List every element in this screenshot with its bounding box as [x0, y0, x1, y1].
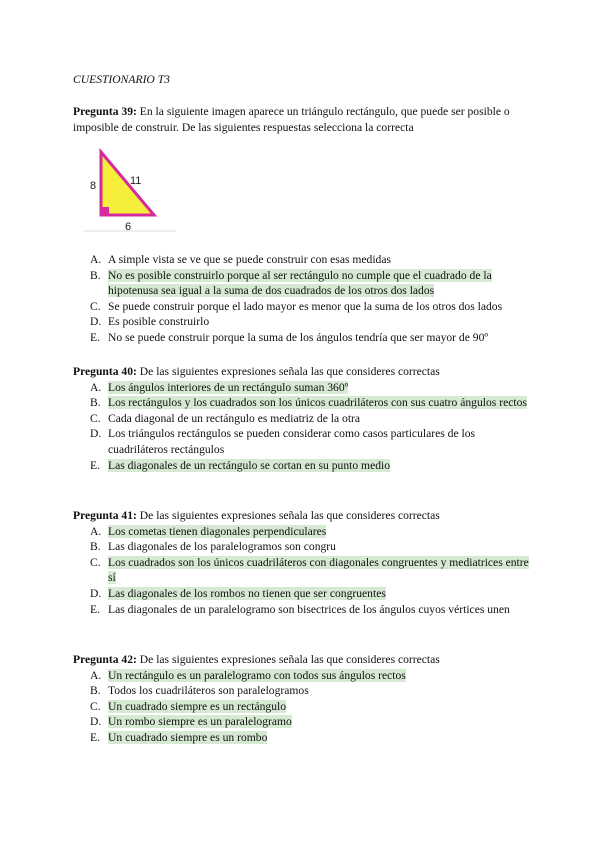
option-letter: D.: [90, 715, 102, 729]
option-text: Las diagonales de los rombos no tienen que ser congruentes: [108, 586, 386, 600]
option-c[interactable]: [73, 411, 536, 427]
option-d[interactable]: [73, 426, 536, 457]
option-text: Los triángulos rectángulos se pueden considerar como casos particulares de los cuadriláteros rectángulos: [108, 427, 476, 456]
triangle-figure: [82, 138, 178, 238]
option-text: No se puede construir porque la suma de los ángulos tendría que ser mayor de 90º: [108, 330, 488, 344]
option-text: No es posible construirlo porque al ser rectángulo no cumple que el cuadrado de la hipotenusa sea igual a la suma de dos cuadrados de los otros dos lados: [108, 268, 492, 298]
option-text: A simple vista se ve que se puede construir con esas medidas: [108, 253, 392, 266]
option-b[interactable]: [73, 395, 536, 411]
option-text: Todos los cuadriláteros son paralelogramos: [108, 684, 309, 698]
option-letter: A.: [90, 380, 102, 394]
option-e[interactable]: [73, 602, 536, 618]
question-label: Pregunta 40:: [73, 365, 137, 378]
option-text: Las diagonales de un paralelogramo son bisectrices de los ángulos cuyos vértices unen: [108, 602, 510, 616]
option-letter: A.: [90, 524, 102, 538]
option-c[interactable]: [73, 699, 536, 715]
document-heading: CUESTIONARIO T3: [73, 73, 170, 86]
option-list: [73, 668, 528, 746]
option-text: Un cuadrado siempre es un rombo: [108, 730, 268, 744]
option-text: Es posible construirlo: [108, 315, 210, 329]
option-letter: E.: [90, 602, 100, 616]
option-letter: D.: [90, 315, 102, 329]
option-c[interactable]: [73, 555, 536, 586]
option-letter: B.: [90, 396, 101, 410]
option-text: Los cuadrados son los únicos cuadriláteros con diagonales congruentes y mediatrices entre sí: [108, 555, 529, 585]
option-letter: A.: [90, 253, 102, 266]
option-text: Los ángulos interiores de un rectángulo suman 360º: [108, 380, 349, 394]
option-list: [73, 252, 528, 346]
question-39-options: [73, 252, 528, 346]
option-text: Las diagonales de un rectángulo se cortan en su punto medio: [108, 458, 391, 472]
option-letter: C.: [90, 411, 101, 425]
option-letter: C.: [90, 299, 101, 313]
option-letter: C.: [90, 555, 101, 569]
option-text: Los cometas tienen diagonales perpendiculares: [108, 524, 327, 538]
question-42: [73, 652, 528, 746]
question-41: [73, 508, 528, 617]
question-text: De las siguientes expresiones señala las que consideres correctas: [136, 509, 440, 522]
option-a[interactable]: [73, 668, 536, 684]
option-text: Un rombo siempre es un paralelogramo: [108, 715, 292, 729]
option-c[interactable]: [73, 299, 536, 315]
option-text: Las diagonales de los paralelogramos son congru: [108, 540, 336, 554]
option-letter: B.: [90, 684, 101, 698]
triangle-shape: [101, 152, 154, 215]
option-d[interactable]: [73, 314, 536, 330]
side-label-hypotenuse: 11: [130, 175, 142, 187]
option-letter: D.: [90, 427, 102, 441]
question-text: En la siguiente imagen aparece un triángulo rectángulo, que puede ser posible o imposible de construir. De las siguientes respuestas selecciona la correcta: [73, 105, 510, 134]
option-e[interactable]: [73, 458, 536, 474]
option-list: [73, 524, 528, 618]
side-label-left: 8: [90, 180, 97, 192]
option-text: Un rectángulo es un paralelogramo con todos sus ángulos rectos: [108, 668, 406, 682]
option-letter: A.: [90, 668, 102, 682]
option-letter: B.: [90, 268, 101, 282]
option-letter: E.: [90, 330, 100, 344]
option-e[interactable]: [73, 730, 536, 746]
option-b[interactable]: [73, 683, 536, 699]
option-b[interactable]: [73, 268, 536, 299]
question-title: [73, 104, 528, 135]
question-39: [73, 104, 528, 135]
option-e[interactable]: [73, 330, 536, 346]
option-letter: B.: [90, 540, 101, 554]
right-triangle-diagram: [82, 138, 178, 238]
question-text: De las siguientes expresiones señala las que consideres correctas: [136, 365, 440, 378]
option-a[interactable]: [73, 524, 536, 540]
option-text: Cada diagonal de un rectángulo es mediatriz de la otra: [108, 411, 361, 425]
question-text: De las siguientes expresiones señala las que consideres correctas: [136, 653, 440, 666]
option-letter: E.: [90, 730, 100, 744]
option-b[interactable]: [73, 539, 536, 555]
side-label-bottom: 6: [125, 221, 132, 233]
question-title: [73, 364, 528, 380]
option-d[interactable]: [73, 586, 536, 602]
option-letter: D.: [90, 586, 102, 600]
option-text: Se puede construir porque el lado mayor es menor que la suma de los otros dos lados: [108, 299, 503, 313]
question-label: Pregunta 41:: [73, 509, 137, 522]
option-letter: E.: [90, 458, 100, 472]
option-text: Los rectángulos y los cuadrados son los únicos cuadriláteros con sus cuatro ángulos rectos: [108, 396, 527, 410]
right-angle-marker: [101, 207, 109, 215]
option-a[interactable]: [73, 380, 536, 396]
question-label: Pregunta 42:: [73, 653, 137, 666]
question-title: [73, 652, 528, 668]
option-text: Un cuadrado siempre es un rectángulo: [108, 699, 287, 713]
question-label: Pregunta 39:: [73, 105, 137, 118]
question-title: [73, 508, 528, 524]
option-d[interactable]: [73, 714, 536, 730]
option-list: [73, 380, 528, 474]
option-letter: C.: [90, 699, 101, 713]
question-40: [73, 364, 528, 473]
option-a[interactable]: [73, 252, 536, 268]
